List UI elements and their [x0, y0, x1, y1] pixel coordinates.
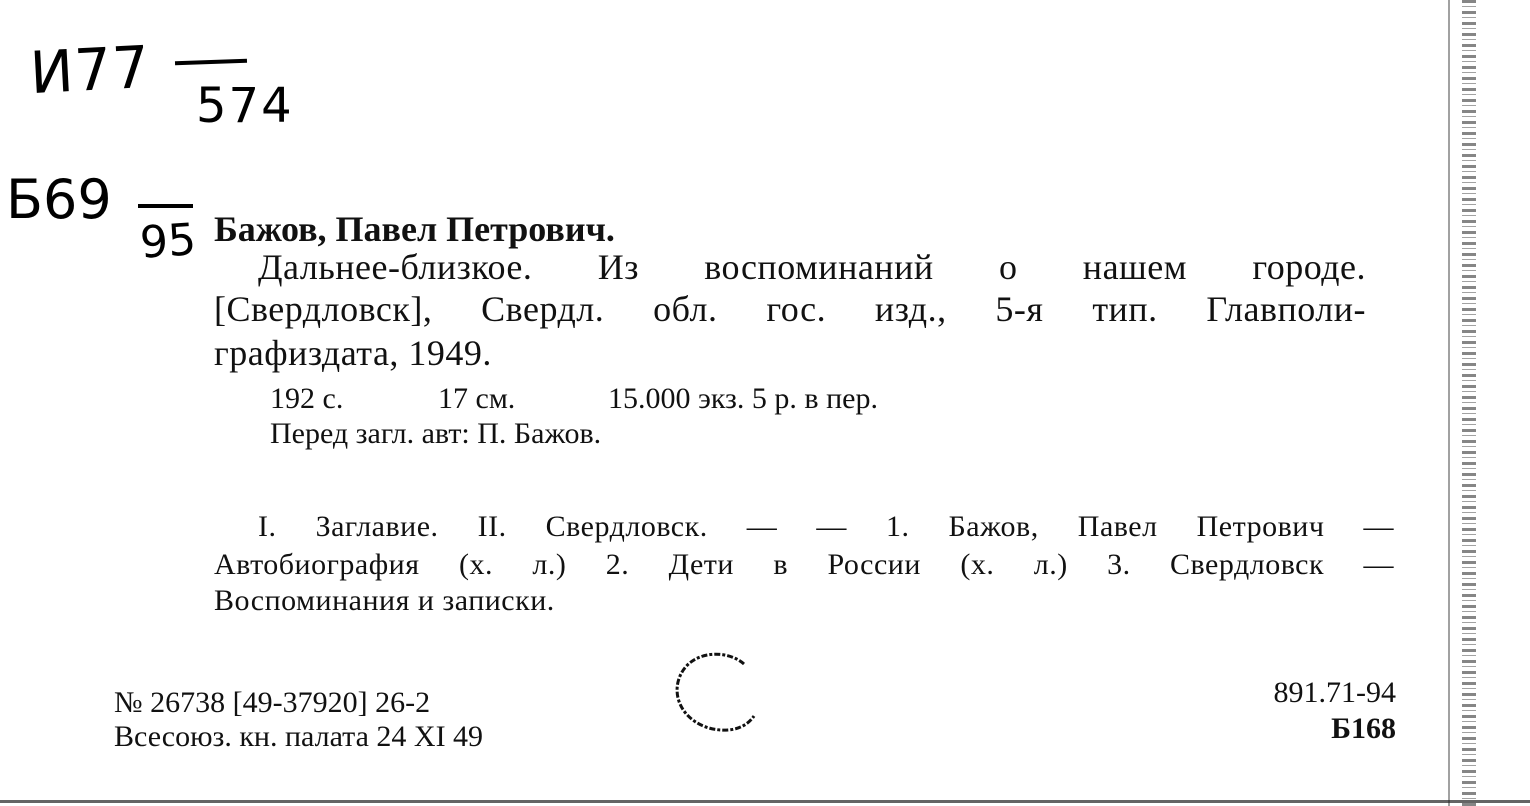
- handwritten-shelf-mark-left: Б69: [6, 168, 112, 231]
- title-line-3: графиздата, 1949.: [214, 333, 492, 373]
- card-edge-right: [1462, 0, 1476, 806]
- chamber-date: Всесоюз. кн. палата 24 XI 49: [114, 720, 484, 753]
- book-size: 17 см.: [438, 382, 516, 415]
- handwritten-fraction-bar: [175, 59, 247, 66]
- handwritten-fraction-bar: [138, 204, 193, 208]
- handwritten-shelf-mark-top: И77: [28, 32, 152, 108]
- subject-line-1: I. Заглавие. II. Свердловск. — — 1. Бажов, Павел Петрович —: [258, 510, 1394, 543]
- card-edge-line: [1448, 0, 1450, 806]
- author-note: Перед загл. авт: П. Бажов.: [270, 417, 602, 450]
- subject-line-2: Автобиография (х. л.) 2. Дети в России (х. л.) 3. Свердловск —: [214, 548, 1394, 581]
- collation-line: [270, 382, 878, 416]
- title-line-1: Дальнее-близкое. Из воспоминаний о нашем городе.: [258, 247, 1366, 287]
- title-line-2: [Свердловск], Свердл. обл. гос. изд., 5-я тип. Главполи-: [214, 289, 1366, 329]
- author-mark: Б168: [1331, 712, 1396, 745]
- card-number: № 26738 [49-37920] 26-2: [114, 686, 431, 719]
- page-count: 192 с.: [270, 382, 344, 415]
- classification-index: 891.71-94: [1273, 676, 1396, 709]
- card-hole-mark: [666, 646, 766, 742]
- handwritten-shelf-mark-left-sub: 95: [138, 214, 198, 269]
- handwritten-shelf-mark-top-sub: 574: [196, 78, 294, 134]
- author-heading: Бажов, Павел Петрович.: [214, 209, 615, 249]
- print-run: 15.000 экз. 5 р. в пер.: [608, 382, 878, 415]
- card-edge-bottom: [0, 800, 1530, 803]
- subject-line-3: Воспоминания и записки.: [214, 584, 555, 617]
